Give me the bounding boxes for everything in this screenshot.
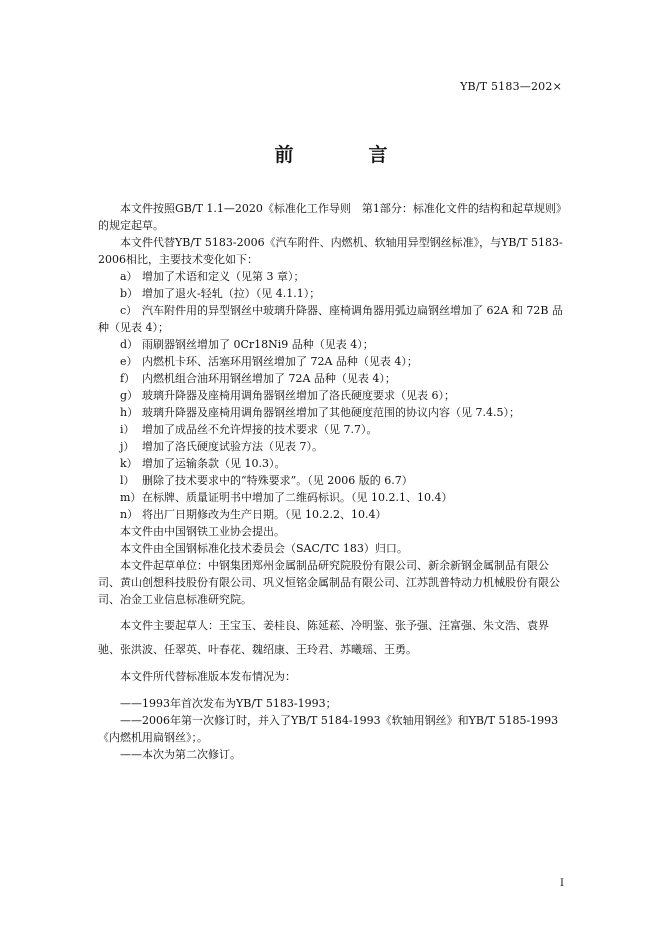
history-item: ——1993年首次发布为YB/T 5183-1993； [120,697,337,710]
list-item [98,455,564,472]
list-item [98,472,564,489]
list-item-label: n） [120,508,139,521]
list-item [98,489,564,506]
page-number: I [560,878,564,889]
list-item-label: f） [120,372,136,385]
list-item-label: m） [120,491,142,504]
list-item-label: h） [120,406,139,419]
page-title: 前 言 [274,144,416,166]
list-item [98,370,564,387]
centralizer-paragraph: 本文件由全国钢标准化技术委员会（SAC/TC 183）归口。 [120,542,408,555]
list-item-text: 将出厂日期修改为生产日期。（见 10.2.2、10.4） [142,508,387,521]
list-item-text: 删除了技术要求中的“特殊要求”。（见 2006 版的 6.7） [142,474,413,487]
list-item [98,404,564,421]
list-item-text: 玻璃升降器及座椅用调角器钢丝增加了其他硬度范围的协议内容（见 7.4.5）； [142,406,520,419]
list-item-text: 增加了成品丝不允许焊接的技术要求（见 7.7）。 [142,423,378,436]
history-item: ——2006年第一次修订时，并入了YB/T 5184-1993《软轴用钢丝》和YB/T 5185-1993《内燃机用扁钢丝》；。 [98,714,559,744]
list-item-text: 内燃机卡环、活塞环用钢丝增加了 72A 品种（见表 4）； [142,355,418,368]
intro-paragraph-1: 本文件按照GB/T 1.1—2020《标准化工作导则 第1部分：标准化文件的结构和起草规则》的规定起草。 [98,202,562,232]
doc-code: YB/T 5183—202× [460,80,562,93]
changes-list [98,268,564,523]
list-item [98,506,564,523]
list-item-label: b） [120,287,139,300]
list-item-text: 内燃机组合油环用钢丝增加了 72A 品种（见表 4）； [142,372,396,385]
list-item-label: j） [120,440,135,453]
foreword-body [98,200,564,763]
list-item-label: k） [120,457,138,470]
list-item-text: 增加了术语和定义（见第 3 章）； [142,270,305,283]
list-item-text: 增加了运输条款（见 10.3）。 [142,457,286,470]
list-item-label: d） [120,338,139,351]
list-item-text: 汽车附件用的异型钢丝中玻璃升降器、座椅调角器用弧边扁钢丝增加了 62A 和 72B 品种（见表 4）； [98,304,564,334]
history-item: ——本次为第二次修订。 [120,748,241,761]
list-item-text: 玻璃升降器及座椅用调角器钢丝增加了洛氏硬度要求（见表 6）； [142,389,455,402]
list-item-text: 雨刷器钢丝增加了 0Cr18Ni9 品种（见表 4）； [142,338,374,351]
list-item [98,353,564,370]
list-item [98,268,564,285]
list-item-text: 在标牌、质量证明书中增加了二维码标识。（见 10.2.1、10.4） [142,491,453,504]
list-item-label: e） [120,355,138,368]
list-item [98,285,564,302]
drafting-units-paragraph: 本文件起草单位：中钢集团郑州金属制品研究院股份有限公司、新余新钢金属制品有限公司、黄山创想科技股份有限公司、巩义恒铭金属制品有限公司、江苏凯普特动力机械股份有限公司、冶金工业信息标准研究院。 [98,559,560,606]
list-item-label: i） [120,423,135,436]
list-item [98,421,564,438]
list-item-label: a） [120,270,138,283]
list-item [98,387,564,404]
list-item [98,336,564,353]
history-intro: 本文件所代替标准版本发布情况为： [120,670,296,683]
list-item-label: g） [120,389,139,402]
list-item-label: l） [120,474,135,487]
intro-paragraph-2: 本文件代替YB/T 5183-2006《汽车附件、内燃机、软轴用异型钢丝标准》，与YB/T 5183-2006相比，主要技术变化如下： [98,236,563,266]
proposer-paragraph: 本文件由中国钢铁工业协会提出。 [120,525,285,538]
drafters-paragraph: 本文件主要起草人：王宝玉、姜桂良、陈延菘、冷明鉴、张予强、汪富强、朱文浩、袁界驰、张洪波、任翠英、叶春花、魏绍康、王玲君、苏曦瑶、王勇。 [98,619,549,656]
list-item-text: 增加了退火-轻轧（拉）（见 4.1.1）； [142,287,321,300]
list-item [98,302,564,336]
list-item-label: c） [120,304,138,317]
list-item-text: 增加了洛氏硬度试验方法（见表 7）。 [142,440,323,453]
list-item [98,438,564,455]
